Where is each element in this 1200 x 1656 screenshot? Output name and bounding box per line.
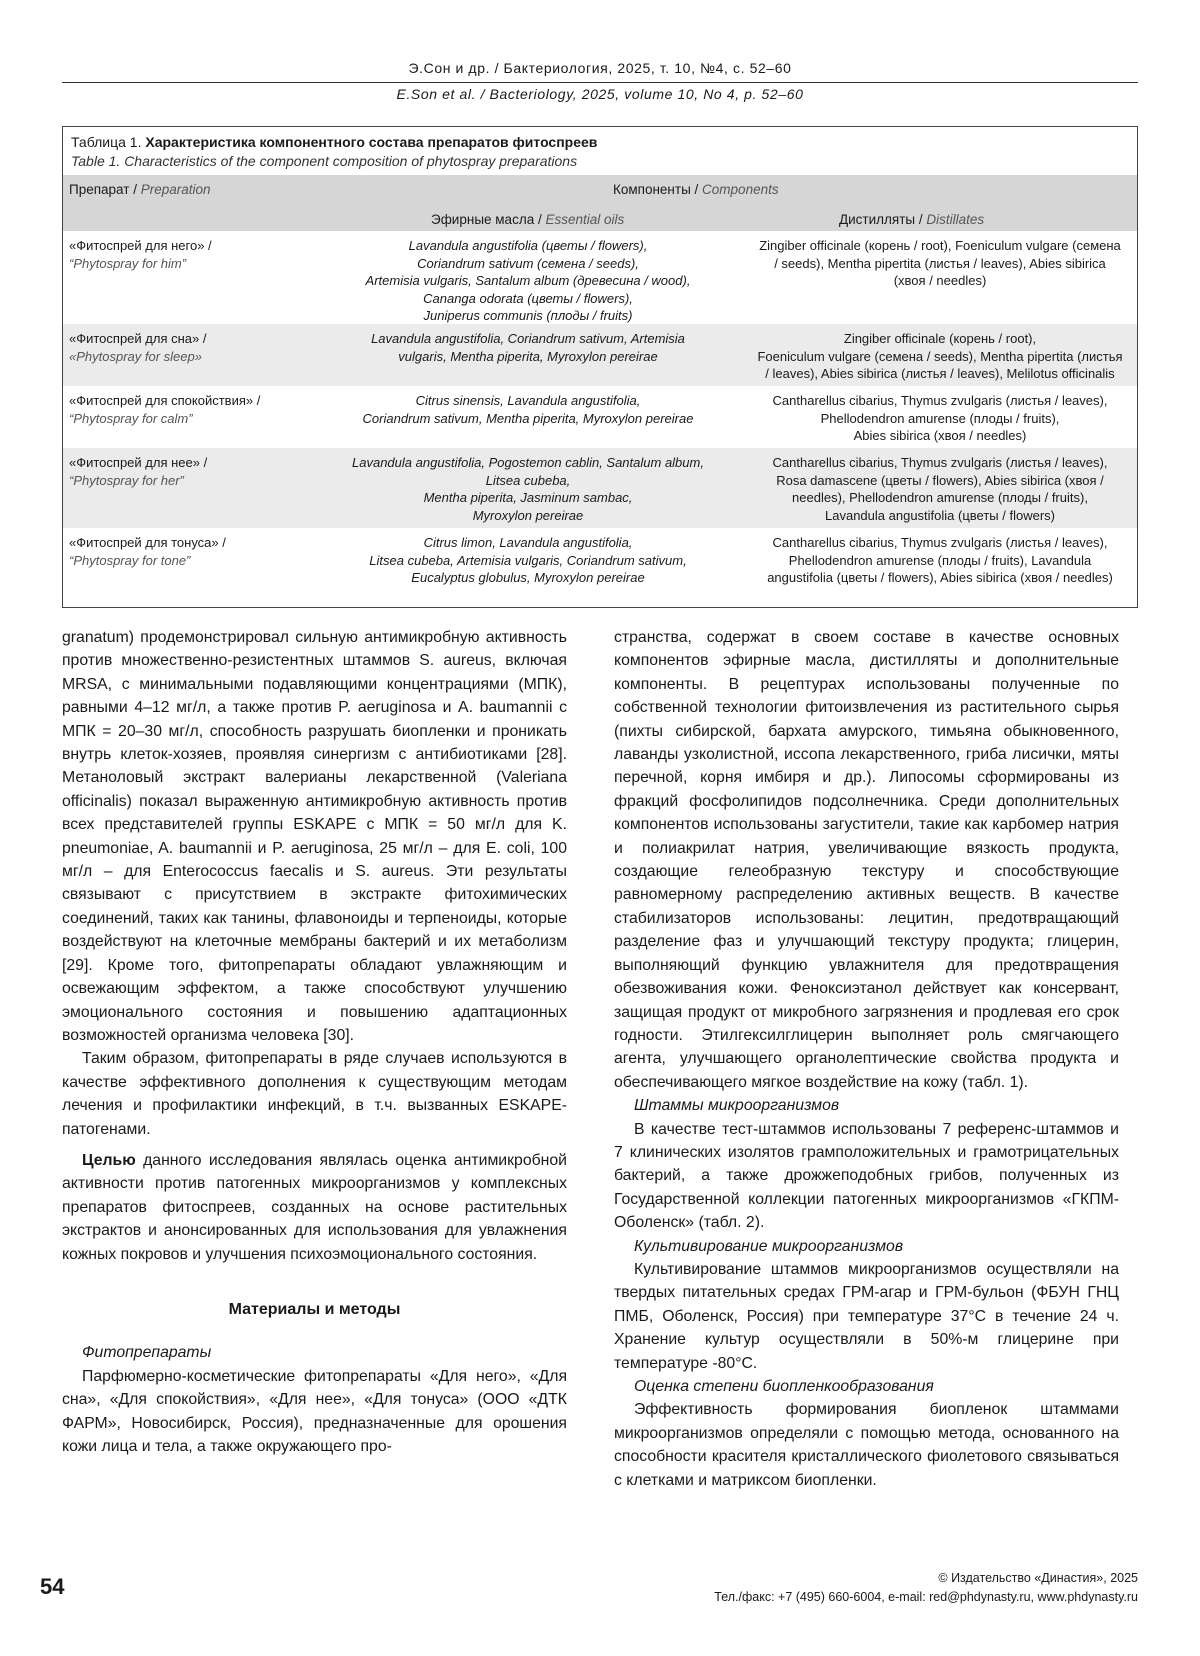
preparation-cell: [69, 237, 294, 272]
oils-line: Coriandrum sativum (семена / seeds),: [417, 255, 639, 271]
subsection-title: Культивирование микроорганизмов: [634, 1237, 904, 1255]
dist-line: Foeniculum vulgare (семена / seeds), Mentha pipertita (листья: [757, 348, 1123, 364]
oils-line: Lavandula angustifolia, Pogostemon cablin, Santalum album,: [352, 455, 704, 470]
table-row: [63, 231, 1137, 324]
paragraph: В качестве тест-штаммов использованы 7 референс-штаммов и 7 клинических изолятов грамположительных и грамотрицательных бактерий, а также дрожжеподобных грибов, полученных из Государственной коллекции патогенных микроорганизмов «ГКПМ-Оболенск» (табл. 2).: [614, 1120, 1119, 1232]
preparation-ru: «Фитоспрей для сна» /: [69, 331, 207, 346]
dist-line: (хвоя / needles): [893, 273, 987, 288]
subsection-title: Оценка степени биопленкообразования: [634, 1378, 934, 1395]
distillates-cell: [748, 534, 1132, 587]
dist-line: Rosa damascene (цветы / flowers), Abies sibirica (хвоя /: [776, 472, 1104, 488]
dist-line: Zingiber officinale (корень / root), Foeniculum vulgare (семена: [759, 238, 1121, 253]
dist-line: needles), Phellodendron amurense (плоды / fruits),: [792, 490, 1088, 505]
oils-line: Cananga odorata (цветы / flowers),: [423, 290, 633, 306]
col-header-distillates: [839, 212, 984, 227]
preparation-ru: «Фитоспрей для нее» /: [69, 455, 208, 470]
contacts-line: Тел./факс: +7 (495) 660-6004, e-mail: red@phdynasty.ru, www.phdynasty.ru: [714, 1590, 1138, 1604]
table-header-row-1: [63, 175, 1137, 205]
oils-line: Citrus limon, Lavandula angustifolia,: [423, 535, 633, 550]
preparation-ru: «Фитоспрей для него» /: [69, 238, 212, 253]
running-header-en: E.Son et al. / Bacteriology, 2025, volume 10, No 4, p. 52–60: [396, 86, 804, 102]
distillates-cell: [748, 237, 1132, 290]
dist-line: Phellodendron amurense (плоды / fruits), Lavandula: [788, 552, 1092, 568]
table-caption: [71, 133, 597, 171]
col-header-preparation: [69, 182, 211, 197]
oils-line: Lavandula angustifolia, Coriandrum sativum, Artemisia: [371, 331, 685, 346]
publisher-line: © Издательство «Династия», 2025: [938, 1571, 1138, 1585]
essential-oils-cell: [328, 237, 728, 325]
page-number: 54: [40, 1574, 65, 1599]
subsection-title: Фитопрепараты: [82, 1344, 212, 1362]
oils-line: vulgaris, Mentha piperita, Myroxylon pereirae: [398, 348, 658, 364]
col-header-components-en: Components: [702, 182, 779, 197]
header-divider: [62, 82, 1138, 83]
preparation-en: “Phytospray for him”: [69, 255, 187, 271]
paragraph: Культивирование штаммов микроорганизмов осуществляли на твердых питательных средах ГРМ-агар и ГРМ-бульон (ФБУН ГНЦ ПМБ, Оболенск, Россия) при температуре 37°С в течение 24 ч. Хранение культур осуществляли в 50%-м глицерине при температуре -80°С.: [614, 1260, 1119, 1372]
col-header-components: [613, 182, 779, 197]
distillates-cell: [748, 330, 1132, 383]
paragraph: странства, содержат в своем составе в качестве основных компонентов эфирные масла, дистилляты и дополнительные компоненты. В рецептурах использованы полученные по собственной технологии фитоизвлечения из растительного сырья (пихты сибирской, бархата амурского, тимьяна обыкновенного, лаванды узколистной, иссопа лекарственного, гриба лисички, мяты перечной, корня имбиря и др.). Липосомы сформированы из фракций фосфолипидов подсолнечника. Среди дополнительных компонентов использованы загустители, такие как карбомер натрия и полиакрилат натрия, увеличивающие вязкость продукта, создающие гелеобразную текстуру и способствующие равномерному распределению активных веществ. В качестве стабилизаторов использованы: лецитин, предотвращающий разделение фаз и улучшающий текстуру продукта; глицерин, выполняющий функцию увлажнителя для предотвращения обезвоживания кожи. Феноксиэтанол действует как консервант, защищая продукт от микробного загрязнения и продлевая его срок годности. Этилгексилглицерин выполняет роль смягчающего агента, улучшающего органолептические свойства продукта и обеспечивающего мягкое воздействие на кожу (табл. 1).: [614, 629, 1119, 1091]
col-header-oils-en: Essential oils: [545, 212, 625, 227]
table-header-row-2: [63, 205, 1137, 231]
dist-line: Abies sibirica (хвоя / needles): [853, 428, 1027, 443]
essential-oils-cell: [328, 454, 728, 524]
table-caption-ru: [71, 133, 597, 152]
col-header-preparation-ru: Препарат /: [69, 182, 137, 197]
aim-label: Целью: [82, 1151, 136, 1169]
paragraph: Эффективность формирования биопленок штаммами микроорганизмов определяли с помощью метода, основанного на способности красителя кристаллического фиолетового связываться с клетками и матриксом биопленки.: [614, 1401, 1119, 1489]
preparation-en: “Phytospray for tone”: [69, 552, 191, 568]
preparation-cell: [69, 392, 294, 427]
oils-line: Myroxylon pereirae: [472, 507, 584, 523]
col-header-distillates-ru: Дистилляты /: [839, 212, 923, 227]
oils-line: Citrus sinensis, Lavandula angustifolia,: [415, 393, 641, 408]
left-column: [62, 626, 567, 1458]
paragraph: Таким образом, фитопрепараты в ряде случаев используются в качестве эффективного дополнения к существующим методам лечения и профилактики инфекций, в т.ч. вызванных ESKAPE-патогенами.: [62, 1050, 567, 1138]
dist-line: Cantharellus cibarius, Thymus zvulgaris (листья / leaves),: [772, 393, 1108, 408]
table-1: [62, 126, 1138, 608]
aim-text: данного исследования являлась оценка антимикробной активности против патогенных микроорганизмов у комплексных препаратов фитоспреев, созданных на основе растительных экстрактов и анонсированных для использования для увлажнения кожных покровов и улучшения психоэмоционального состояния.: [62, 1151, 567, 1263]
table-caption-en: Table 1. Characteristics of the component composition of phytospray preparations: [71, 153, 578, 169]
table-caption-title: Характеристика компонентного состава препаратов фитоспреев: [145, 134, 598, 150]
oils-line: Litsea cubeba,: [485, 472, 571, 488]
dist-line: Lavandula angustifolia (цветы / flowers): [825, 507, 1055, 523]
preparation-en: «Phytospray for sleep»: [69, 348, 202, 364]
distillates-cell: [748, 454, 1132, 524]
oils-line: Lavandula angustifolia (цветы / flowers),: [408, 238, 648, 253]
subsection-title: Штаммы микроорганизмов: [634, 1097, 840, 1115]
paragraph: granatum) продемонстрировал сильную антимикробную активность против множественно-резистентных штаммов S. aureus, включая MRSA, с минимальными подавляющими концентрациями (МПК), равными 4–12 мг/л, а также против P. aeruginosa и A. baumannii с МПК = 20–30 мг/л, способность разрушать биопленки и проникать внутрь клеток-хозяев, проявляя синергизм с антибиотиками [28]. Метаноловый экстракт валерианы лекарственной (Valeriana officinalis) показал выраженную антимикробную активность против всех представителей группы ESKAPE с МПК = 50 мг/л для K. pneumoniae, A. baumannii и P. aeruginosa, 25 мг/л – для E. coli, 100 мг/л – для Enterococcus faecalis и S. aureus. Эти результаты связывают с присутствием в экстракте фитохимических соединений, таких как танины, флавоноиды и терпеноиды, которые воздействуют на клеточные мембраны бактерий и их метаболизм [29]. Кроме того, фитопрепараты обладают увлажняющим и освежающим эффектом, а также способствуют улучшению эмоционального состояния и повышению адаптационных возможностей организма человека [30].: [62, 629, 567, 1044]
oils-line: Litsea cubeba, Artemisia vulgaris, Coriandrum sativum,: [369, 552, 687, 568]
dist-line: / seeds), Mentha pipertita (листья / leaves), Abies sibirica: [774, 255, 1106, 271]
table-row: [63, 448, 1137, 528]
table-row: [63, 324, 1137, 386]
dist-line: / leaves), Abies sibirica (листья / leaves), Melilotus officinalis: [765, 366, 1115, 381]
preparation-cell: [69, 454, 294, 489]
preparation-cell: [69, 330, 294, 365]
essential-oils-cell: [328, 330, 728, 365]
right-column: [614, 626, 1119, 1492]
col-header-oils: [431, 212, 624, 227]
col-header-oils-ru: Эфирные масла /: [431, 212, 542, 227]
preparation-ru: «Фитоспрей для спокойствия» /: [69, 393, 261, 408]
running-header-ru: Э.Сон и др. / Бактериология, 2025, т. 10, №4, с. 52–60: [408, 60, 792, 76]
paragraph: Парфюмерно-косметические фитопрепараты «Для него», «Для сна», «Для спокойствия», «Для нее», «Для тонуса» (ООО «ДТК ФАРМ», Новосибирск, Россия), предназначенные для орошения кожи лица и тела, а также окружающего про-: [62, 1367, 567, 1455]
dist-line: Cantharellus cibarius, Thymus zvulgaris (листья / leaves),: [772, 455, 1108, 470]
table-caption-label: Таблица 1.: [71, 134, 142, 150]
preparation-en: “Phytospray for calm”: [69, 410, 193, 426]
col-header-distillates-en: Distillates: [926, 212, 985, 227]
dist-line: angustifolia (цветы / flowers), Abies sibirica (хвоя / needles): [767, 570, 1113, 585]
aim-paragraph: [62, 1149, 567, 1266]
dist-line: Zingiber officinale (корень / root),: [843, 331, 1037, 346]
dist-line: Phellodendron amurense (плоды / fruits),: [820, 410, 1060, 426]
oils-line: Eucalyptus globulus, Myroxylon pereirae: [411, 570, 645, 585]
table-row: [63, 528, 1137, 608]
dist-line: Cantharellus cibarius, Thymus zvulgaris (листья / leaves),: [772, 535, 1108, 550]
oils-line: Artemisia vulgaris, Santalum album (древесина / wood),: [365, 273, 691, 288]
oils-line: Mentha piperita, Jasminum sambac,: [423, 490, 633, 505]
table-row: [63, 386, 1137, 448]
preparation-en: “Phytospray for her”: [69, 472, 184, 488]
preparation-cell: [69, 534, 294, 569]
col-header-components-ru: Компоненты /: [613, 182, 699, 197]
distillates-cell: [748, 392, 1132, 445]
section-title: Материалы и методы: [228, 1300, 401, 1318]
preparation-ru: «Фитоспрей для тонуса» /: [69, 535, 226, 550]
oils-line: Coriandrum sativum, Mentha piperita, Myroxylon pereirae: [362, 410, 694, 426]
essential-oils-cell: [328, 534, 728, 587]
essential-oils-cell: [328, 392, 728, 427]
oils-line: Juniperus communis (плоды / fruits): [423, 308, 633, 323]
col-header-preparation-en: Preparation: [140, 182, 211, 197]
